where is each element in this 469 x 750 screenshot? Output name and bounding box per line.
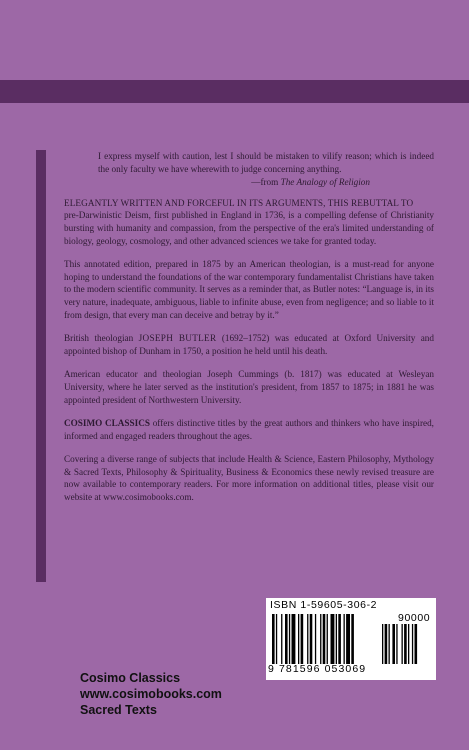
author-name: JOSEPH BUTLER xyxy=(138,333,217,344)
barcode-icon xyxy=(272,614,430,664)
quote-text: I express myself with caution, lest I should be mistaken to vilify reason; which is indeed the only faculty we have wherewith to judge concerning anything. xyxy=(98,151,434,174)
editor-bio-paragraph: American educator and theologian Joseph Cummings (b. 1817) was educated at Wesleyan University, where he later served as the institution's president, from 1857 to 1875; in 1881 he was appointed president of Northwestern University. xyxy=(64,369,434,405)
side-accent-bar xyxy=(36,150,46,582)
publisher-footer xyxy=(80,670,222,718)
work-title: The Analogy of Religion xyxy=(280,177,370,188)
footer-imprint: Cosimo Classics xyxy=(80,671,181,685)
publisher-brand: COSIMO CLASSICS xyxy=(64,418,150,429)
footer-category: Sacred Texts xyxy=(80,703,157,717)
footer-website: www.cosimobooks.com xyxy=(80,687,222,701)
price-code-text: 90000 xyxy=(398,612,431,624)
author-bio-paragraph: British theologian JOSEPH BUTLER (1692–1752) was educated at Oxford University and appointed bishop of Dunham in 1750, a position he held until his death. xyxy=(64,333,434,356)
top-accent-band xyxy=(0,80,469,103)
description-paragraph-1: ELEGANTLY WRITTEN AND FORCEFUL IN ITS ARGUMENTS, THIS REBUTTAL TO pre-Darwinistic Deism, first published in England in 1736, is a compelling defense of Christianity bursting with humanity and compassion, from the perspective of the era's limited understanding of biology, geology, cosmology, and other advanced sciences we take for granted today. xyxy=(64,197,434,246)
quote-attribution: —from The Analogy of Religion xyxy=(251,177,370,188)
publisher-paragraph: COSIMO CLASSICS offers distinctive titles by the great authors and thinkers who have inspired, informed and engaged readers throughout the ages. xyxy=(64,418,434,441)
back-cover-text xyxy=(64,150,434,515)
epigraph-quote xyxy=(64,150,434,189)
description-paragraph-2: This annotated edition, prepared in 1875 by an American theologian, is a must-read for anyone hoping to understand the foundations of the war contemporary fundamentalist Christians have taken to the modern scientific community. It serves as a reminder that, as Butler notes: “Language is, in its very nature, inadequate, ambiguous, liable to infinite abuse, even from negligence; and so liable to it from design, that every man can deceive and betray by it.” xyxy=(64,259,434,320)
isbn-text: ISBN 1-59605-306-2 xyxy=(270,599,378,611)
barcode-block xyxy=(266,598,436,680)
series-paragraph: Covering a diverse range of subjects that include Health & Science, Eastern Philosophy, Mythology & Sacred Texts, Philosophy & Spirituality, Business & Economics these newly revised treasure are now available to contemporary readers. For more information on additional titles, please visit our website at www.cosimobooks.com. xyxy=(64,454,434,503)
ean-text: 9 781596 053069 xyxy=(268,663,367,675)
